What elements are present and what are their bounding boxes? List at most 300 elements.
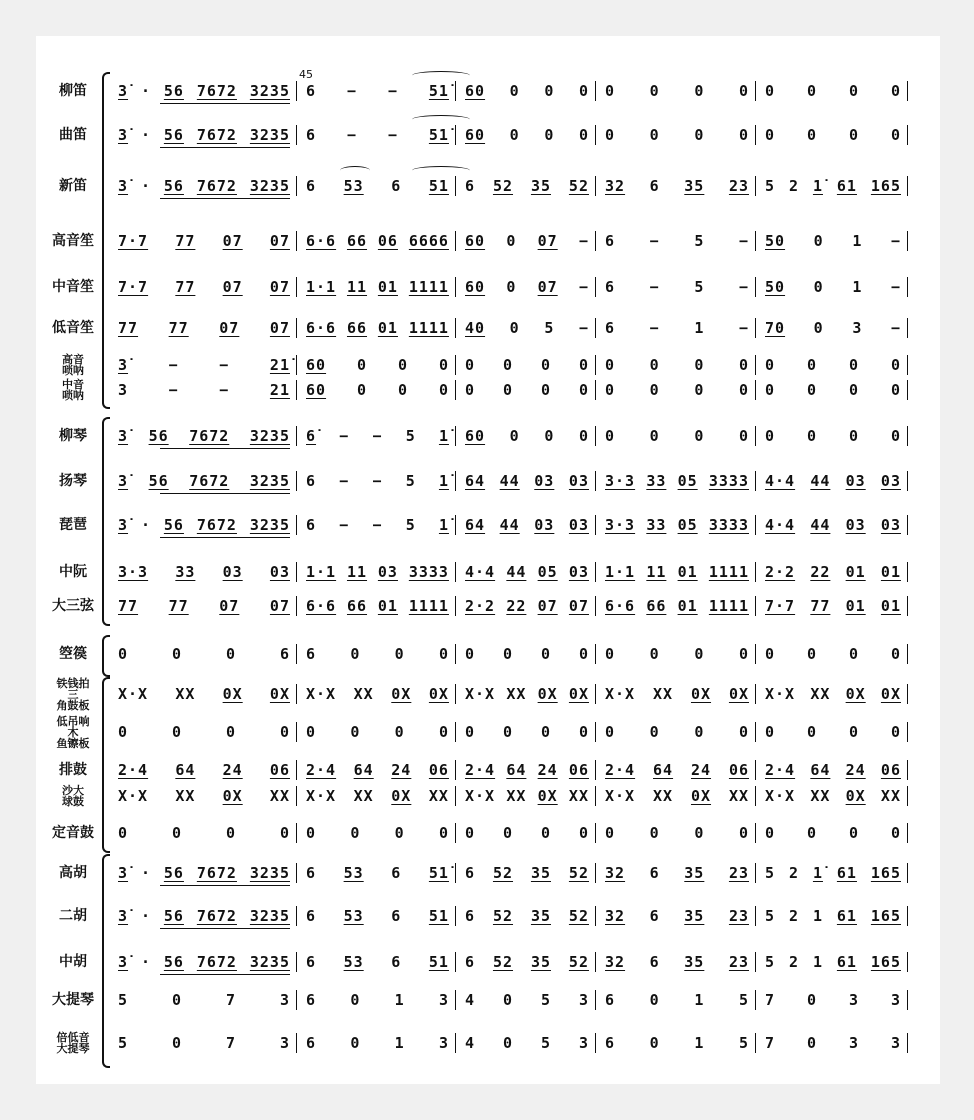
note-token: 0: [438, 824, 449, 842]
note-token: 2: [788, 864, 799, 882]
note-token: 3: [279, 1034, 290, 1052]
note-token: 0: [738, 381, 749, 399]
note-token: 44: [499, 516, 520, 534]
note-token: 07: [568, 597, 589, 615]
note-token: 60: [306, 381, 327, 399]
instrument-name: [44, 178, 102, 194]
note-token: 5: [765, 907, 776, 925]
note-token: 2·4: [765, 761, 796, 779]
note-token: 52: [492, 953, 514, 971]
measure-cell: [765, 684, 901, 704]
measure-cell: [465, 318, 589, 338]
note-token: 56: [163, 177, 184, 195]
measure-cell: [306, 355, 449, 375]
barline: [907, 596, 908, 616]
note-token: 06: [269, 761, 290, 779]
note-token: 5: [694, 232, 705, 250]
note-token: 03: [845, 472, 866, 490]
barline: [755, 863, 756, 883]
note-token: 11: [346, 278, 368, 296]
note-token: 66: [346, 597, 368, 615]
measure-cell: [765, 471, 901, 491]
instrument-name-line: 角鼓板: [56, 698, 90, 712]
instrument-name-line: 二胡: [59, 908, 87, 924]
note-token: −: [346, 126, 357, 144]
instrument-name: [44, 428, 102, 444]
note-token: 3̇: [118, 472, 129, 490]
note-token: X·X: [118, 787, 149, 805]
note-token: 23: [728, 953, 749, 971]
note-token: 61: [836, 177, 857, 195]
barline: [907, 863, 908, 883]
note-token: 0: [765, 645, 776, 663]
note-token: 64: [465, 516, 486, 534]
note-token: 05: [677, 472, 698, 490]
note-token: 0: [765, 82, 776, 100]
note-token: 77: [168, 597, 189, 615]
note-token: 0: [738, 824, 749, 842]
note-token: 0: [890, 381, 901, 399]
note-token: 77: [175, 232, 196, 250]
instrument-name: [44, 716, 102, 749]
note-token: 3̇: [118, 864, 129, 882]
measure-cell: [765, 863, 901, 883]
barline: [755, 906, 756, 926]
measure-cell: [765, 786, 901, 806]
note-token: −: [578, 232, 589, 250]
barline: [755, 823, 756, 843]
note-token: 2·4: [605, 761, 636, 779]
barline: [755, 990, 756, 1010]
barline: [296, 1033, 297, 1053]
note-token: 0: [506, 278, 517, 296]
measure-cell: [465, 786, 589, 806]
note-token: 24: [222, 761, 243, 779]
note-token: 22: [506, 597, 527, 615]
instrument-name: [44, 992, 102, 1008]
note-token: 66: [346, 319, 368, 337]
note-token: 6: [306, 907, 317, 925]
barline: [595, 644, 596, 664]
note-token: X·X: [765, 685, 796, 703]
barline: [296, 952, 297, 972]
slur: [412, 71, 470, 80]
note-token: 0: [357, 381, 368, 399]
measure-cell: [465, 863, 589, 883]
barline: [595, 471, 596, 491]
note-token: 0: [806, 82, 818, 100]
note-token: 0X: [537, 787, 558, 805]
note-token: 6: [306, 126, 317, 144]
note-token: −: [372, 472, 383, 490]
note-token: 1: [694, 1034, 705, 1052]
measure-cell: [465, 952, 589, 972]
note-token: 03: [568, 563, 589, 581]
note-token: 6: [465, 953, 476, 971]
measure-cell: [118, 426, 290, 446]
instrument-name-line: 中胡: [59, 954, 87, 970]
measure-cell: [118, 990, 290, 1010]
note-token: 0: [438, 356, 449, 374]
note-token: 0: [605, 824, 616, 842]
instrument-name: [44, 678, 102, 711]
barline: [455, 471, 456, 491]
note-token: 53: [343, 953, 364, 971]
note-token: 32: [605, 177, 626, 195]
measure-cell: [118, 125, 290, 145]
barline: [755, 380, 756, 400]
note-token: 0: [694, 723, 705, 741]
note-token: 52: [568, 864, 589, 882]
instrument-name: [44, 83, 102, 99]
note-token: 6: [306, 177, 317, 195]
measure-cell: [465, 990, 589, 1010]
note-token: 64: [653, 761, 674, 779]
note-token: −: [578, 319, 589, 337]
note-token: 2: [788, 907, 799, 925]
instrument-name-line: 唢呐: [62, 364, 84, 377]
note-token: 07: [269, 319, 290, 337]
note-token: 6: [306, 82, 317, 100]
hairpin: [160, 198, 290, 199]
hairpin: [160, 974, 290, 975]
note-token: 0: [806, 645, 818, 663]
note-token: 1111: [408, 278, 449, 296]
note-token: 0X: [690, 787, 712, 805]
note-token: 0: [806, 723, 818, 741]
note-token: 22: [810, 563, 831, 581]
note-token: 3235: [249, 472, 290, 490]
measure-cell: [118, 823, 290, 843]
note-token: XX: [810, 787, 831, 805]
hairpin: [160, 885, 290, 886]
note-token: 0: [350, 824, 361, 842]
note-token: 35: [684, 907, 705, 925]
barline: [455, 684, 456, 704]
note-token: 0: [890, 427, 901, 445]
note-token: 77: [118, 597, 139, 615]
note-token: 5: [405, 516, 416, 534]
barline: [296, 863, 297, 883]
note-token: 0: [649, 356, 660, 374]
barline: [907, 318, 908, 338]
note-token: 60: [465, 126, 486, 144]
note-token: 0: [649, 645, 660, 663]
note-token: 0: [118, 824, 129, 842]
measure-cell: [306, 990, 449, 1010]
instrument-name-line: 中阮: [59, 564, 87, 580]
measure-cell: [465, 515, 589, 535]
note-token: X·X: [765, 787, 796, 805]
note-token: 6: [465, 907, 476, 925]
note-token: 1: [852, 278, 863, 296]
note-token: 51: [428, 177, 449, 195]
note-token: 0: [806, 824, 818, 842]
note-token: 01: [377, 319, 398, 337]
barline: [755, 471, 756, 491]
barline: [296, 823, 297, 843]
barline: [907, 471, 908, 491]
measure-cell: [465, 823, 589, 843]
barline: [907, 786, 908, 806]
instrument-name-line: 大提琴: [56, 1042, 90, 1055]
note-token: 1: [812, 953, 823, 971]
note-token: −: [339, 516, 350, 534]
note-token: 7672: [196, 516, 237, 534]
barline: [296, 176, 297, 196]
measure-cell: [765, 125, 901, 145]
instrument-name-line: 琵琶: [59, 517, 87, 533]
note-token: 165: [870, 953, 901, 971]
note-token: ·: [140, 907, 151, 925]
note-token: −: [168, 381, 179, 399]
note-token: ·: [140, 82, 151, 100]
note-token: XX: [653, 685, 674, 703]
note-token: −: [578, 278, 589, 296]
measure-cell: [765, 318, 901, 338]
note-token: 0: [806, 381, 818, 399]
barline: [907, 176, 908, 196]
note-token: 3: [848, 1034, 859, 1052]
measure-cell: [765, 722, 901, 742]
note-token: 0X: [269, 685, 290, 703]
note-token: 3235: [249, 82, 290, 100]
barline: [755, 952, 756, 972]
note-token: 0: [649, 723, 660, 741]
note-token: 64: [465, 472, 486, 490]
note-token: 0: [544, 427, 555, 445]
note-token: 0: [544, 82, 555, 100]
note-token: 3̇: [118, 953, 129, 971]
note-token: X·X: [465, 685, 496, 703]
barline: [296, 515, 297, 535]
note-token: 0: [578, 427, 589, 445]
note-token: 6: [605, 232, 616, 250]
note-token: 70: [765, 319, 786, 337]
measure-cell: [605, 277, 749, 297]
note-token: 1·1: [306, 563, 337, 581]
note-token: 06: [880, 761, 901, 779]
barline: [296, 355, 297, 375]
note-token: 0: [578, 645, 589, 663]
note-token: X·X: [605, 787, 636, 805]
measure-cell: [765, 1033, 901, 1053]
slur: [412, 115, 470, 124]
note-token: 33: [646, 472, 667, 490]
barline: [755, 231, 756, 251]
note-token: 77: [810, 597, 831, 615]
note-token: 6: [391, 953, 402, 971]
measure-cell: [118, 318, 290, 338]
barline: [755, 760, 756, 780]
note-token: XX: [506, 787, 527, 805]
note-token: 2: [788, 953, 799, 971]
barline: [595, 277, 596, 297]
note-token: 2: [788, 177, 799, 195]
measure-cell: [118, 231, 290, 251]
note-token: 77: [118, 319, 139, 337]
note-token: 0: [438, 723, 449, 741]
note-token: 0: [306, 723, 317, 741]
note-token: 1: [852, 232, 863, 250]
measure-cell: [765, 990, 901, 1010]
barline: [907, 81, 908, 101]
instrument-name: [44, 320, 102, 336]
note-token: 6·6: [306, 319, 337, 337]
note-token: 23: [728, 177, 749, 195]
note-token: 3: [890, 991, 901, 1009]
note-token: 0: [306, 824, 317, 842]
note-token: XX: [175, 685, 196, 703]
note-token: 32: [605, 953, 626, 971]
note-token: 35: [530, 953, 551, 971]
note-token: 0: [848, 126, 859, 144]
note-token: 5: [118, 1034, 129, 1052]
measure-cell: [118, 952, 290, 972]
note-token: 0X: [880, 685, 901, 703]
barline: [595, 318, 596, 338]
note-token: 6: [391, 177, 402, 195]
note-token: XX: [728, 787, 749, 805]
measure-cell: [765, 277, 901, 297]
barline: [296, 471, 297, 491]
note-token: 0: [397, 381, 408, 399]
note-token: 3̇: [118, 126, 129, 144]
note-token: 0X: [537, 685, 558, 703]
note-token: 1̇: [812, 864, 823, 882]
barline: [755, 1033, 756, 1053]
note-token: 07: [537, 232, 558, 250]
note-token: −: [339, 472, 350, 490]
measure-cell: [605, 176, 749, 196]
note-token: 3: [852, 319, 863, 337]
note-token: −: [649, 319, 660, 337]
note-token: 5: [540, 991, 551, 1009]
instrument-name-line: 新笛: [59, 178, 87, 194]
note-token: −: [649, 232, 660, 250]
note-token: 0: [649, 126, 660, 144]
note-token: 07: [222, 278, 243, 296]
note-token: X·X: [306, 787, 337, 805]
note-token: −: [738, 319, 749, 337]
barline: [907, 760, 908, 780]
note-token: 03: [534, 516, 555, 534]
note-token: 165: [870, 864, 901, 882]
note-token: 0: [578, 824, 589, 842]
note-token: 07: [269, 232, 290, 250]
note-token: 0: [350, 1034, 361, 1052]
note-token: 0: [578, 381, 589, 399]
barline: [296, 760, 297, 780]
note-token: 6: [306, 953, 317, 971]
note-token: 5: [694, 278, 705, 296]
barline: [455, 596, 456, 616]
measure-cell: [118, 760, 290, 780]
note-token: 64: [506, 761, 527, 779]
barline: [755, 684, 756, 704]
note-token: 01: [377, 278, 398, 296]
barline: [907, 125, 908, 145]
barline: [455, 644, 456, 664]
note-token: 0X: [428, 685, 449, 703]
instrument-name-line: 排鼓: [59, 762, 87, 778]
barline: [907, 823, 908, 843]
measure-cell: [465, 596, 589, 616]
note-token: 0X: [845, 787, 866, 805]
note-token: 33: [646, 516, 667, 534]
barline: [455, 906, 456, 926]
instrument-name-line: 低音笙: [52, 320, 94, 336]
note-token: 32: [605, 864, 626, 882]
note-token: 40: [465, 319, 486, 337]
note-token: 7672: [196, 907, 237, 925]
barline: [296, 318, 297, 338]
note-token: 3235: [249, 864, 290, 882]
note-token: 5: [765, 177, 776, 195]
measure-cell: [465, 176, 589, 196]
note-token: XX: [269, 787, 290, 805]
note-token: 35: [684, 864, 705, 882]
note-token: −: [649, 278, 660, 296]
note-token: 0: [509, 319, 520, 337]
note-token: 0: [738, 645, 749, 663]
note-token: 0: [765, 427, 776, 445]
note-token: 52: [568, 177, 589, 195]
note-token: 0: [171, 991, 183, 1009]
note-token: 0: [890, 645, 901, 663]
barline: [296, 596, 297, 616]
note-token: 0: [171, 824, 183, 842]
note-token: 23: [728, 907, 749, 925]
measure-cell: [605, 906, 749, 926]
note-token: 11: [346, 563, 368, 581]
note-token: 51: [428, 953, 449, 971]
barline: [755, 786, 756, 806]
barline: [296, 722, 297, 742]
barline: [296, 644, 297, 664]
hairpin: [160, 103, 290, 104]
measure-cell: [118, 562, 290, 582]
note-token: 0: [540, 824, 551, 842]
measure-cell: [306, 1033, 449, 1053]
note-token: 0: [279, 824, 290, 842]
measure-cell: [765, 515, 901, 535]
note-token: 60: [465, 82, 486, 100]
note-token: 165: [870, 177, 901, 195]
note-token: 0X: [391, 685, 412, 703]
measure-cell: [306, 125, 449, 145]
measure-cell: [118, 906, 290, 926]
barline: [755, 176, 756, 196]
note-token: 6: [279, 645, 290, 663]
measure-cell: [306, 176, 449, 196]
instrument-name: [44, 279, 102, 295]
measure-cell: [465, 562, 589, 582]
note-token: 0: [502, 723, 514, 741]
note-token: 01: [377, 597, 398, 615]
note-token: 0: [605, 82, 616, 100]
barline: [595, 863, 596, 883]
measure-cell: [605, 823, 749, 843]
note-token: −: [219, 381, 230, 399]
measure-cell: [605, 515, 749, 535]
note-token: 5: [765, 864, 776, 882]
note-token: −: [219, 356, 230, 374]
note-token: 4: [465, 991, 476, 1009]
note-token: 0: [540, 356, 551, 374]
measure-cell: [465, 471, 589, 491]
measure-cell: [605, 952, 749, 972]
